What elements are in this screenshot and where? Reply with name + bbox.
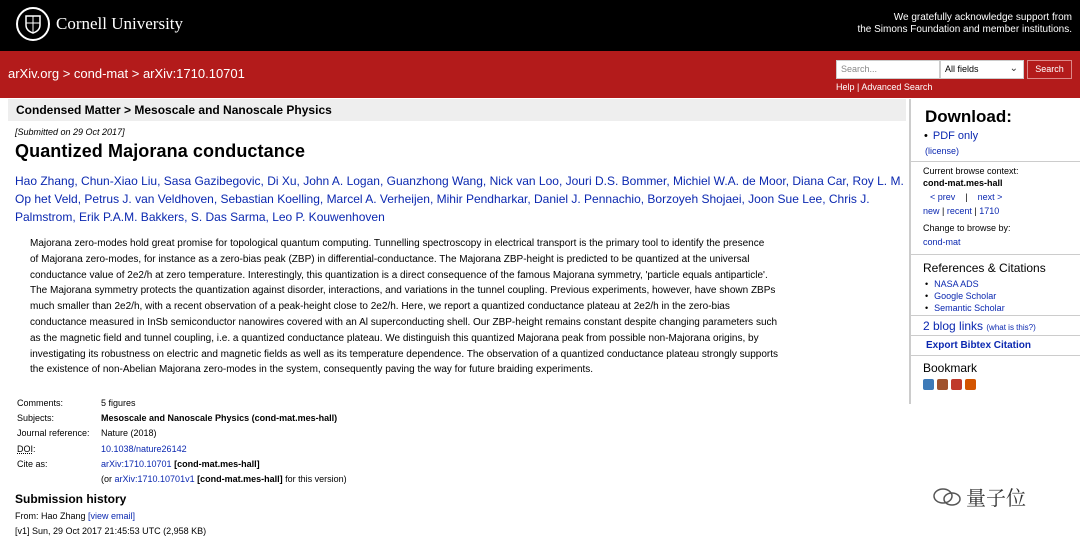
abstract-line: as the magnetic field and tunnel coupling, i.e. a quantized conductance plateau. We distinguish this quantized Majorana peak from possible non-Majorana origins, by	[30, 332, 759, 344]
nasa-ads-link[interactable]: NASA ADS	[934, 279, 979, 289]
export-bibtex-link[interactable]: Export Bibtex Citation	[926, 340, 1032, 351]
author-link[interactable]: Joon Sue Lee	[748, 192, 823, 206]
pdf-item: • PDF only	[924, 130, 979, 142]
semantic-scholar-link[interactable]: Semantic Scholar	[934, 303, 1005, 313]
abstract-line: conductance measured in InSb semiconductor nanowires covered with an Al superconducting shell. Our ZBP-height remains constant despite changing parameters such	[30, 316, 778, 328]
author-link[interactable]: Chun-Xiao Liu	[81, 174, 158, 188]
abstract-line: investigating its robustness on electric and magnetic fields as well as its temperature dependence. The observation of a quantized conductance plateau strongly supports	[30, 348, 779, 360]
download-title: Download:	[925, 107, 1012, 126]
author-list: Hao Zhang, Chun-Xiao Liu, Sasa Gazibegovic, Di Xu, John A. Logan, Guanzhong Wang, Nick van Loo, Jouri D.S. Bommer, Michiel W.A. de Moor, Diana Car, Roy L. M. Op het Veld, Petrus J. van Veldhoven, Sebastian Koelling, Marcel A. Verheijen, Mihir Pendharkar, Daniel J. Pennachio, Borzoyeh Shojaei, Joon Sue Lee, Chris J. Palmstrom, Erik P.A.M. Bakkers, S. Das Sarma, Leo P. Kouwenhoven	[15, 174, 904, 224]
google-scholar-link[interactable]: Google Scholar	[934, 291, 997, 301]
chevron-down-icon: ⌄	[1009, 63, 1018, 74]
author-link[interactable]: Di Xu	[267, 174, 297, 188]
submitter: From: Hao Zhang [view email]	[15, 511, 136, 521]
blog-links	[923, 319, 1036, 333]
category-title: Condensed Matter > Mesoscale and Nanoscale Physics	[16, 103, 332, 117]
comments-row: Comments: 5 figures	[17, 398, 136, 408]
breadcrumb-arxiv[interactable]: arXiv.org	[8, 66, 60, 81]
author-link[interactable]: Hao Zhang	[15, 174, 75, 188]
version-entry: [v1] Sun, 29 Oct 2017 21:45:53 UTC (2,958 KB)	[15, 526, 207, 536]
sciencewise-icon[interactable]	[965, 379, 976, 390]
abstract-line: The Majorana symmetry protects the quantization against disorder, interactions, and variations in the tunnel coupling. Previous experiments, however, have shown ZBPs	[30, 285, 776, 297]
help-links: Help | Advanced Search	[836, 82, 933, 92]
abstract-line: much smaller than 2e2/h, with a recent observation of a peak-height close to 2e2/h. Here, we report a quantized conductance plateau at 2e2/h in the zero-bias	[30, 301, 730, 313]
category-bar	[8, 99, 906, 121]
divider	[911, 335, 1080, 336]
blog-links-link[interactable]: 2 blog links	[923, 319, 984, 333]
author-link[interactable]: Guanzhong Wang	[386, 174, 483, 188]
search-input[interactable]: Search...	[836, 60, 940, 79]
references-list	[925, 278, 1005, 314]
browse-context-label: Current browse context:	[923, 166, 1019, 176]
list-item: • Google Scholar	[925, 291, 997, 301]
list-item: • Semantic Scholar	[925, 303, 1005, 313]
help-link[interactable]: Help	[836, 82, 855, 92]
search-button[interactable]: Search	[1027, 60, 1072, 79]
reddit-icon[interactable]	[951, 379, 962, 390]
submission-date: [Submitted on 29 Oct 2017]	[15, 127, 125, 137]
author-link[interactable]: Mihir Pendharkar	[436, 192, 528, 206]
cite-version-link[interactable]: arXiv:1710.10701v1	[114, 474, 195, 485]
author-link[interactable]: Borzoyeh Shojaei	[647, 192, 742, 206]
submission-history-title: Submission history	[15, 492, 127, 506]
top-bar	[0, 0, 1080, 51]
journal-row: Journal reference: Nature (2018)	[17, 428, 157, 439]
cornell-seal-icon[interactable]	[16, 7, 50, 41]
breadcrumb-paper-id: arXiv:1710.10701	[142, 66, 245, 81]
watermark-text: 量子位	[966, 486, 1026, 510]
license-link[interactable]: (license)	[925, 146, 960, 156]
abstract-line: Majorana zero-modes hold great promise for topological quantum computing. Tunnelling spectroscopy in electrical transport is the primary tool to identify the presence	[30, 238, 765, 249]
author-link[interactable]: Jouri D.S. Bommer	[565, 174, 667, 188]
month-link[interactable]: 1710	[979, 206, 1000, 216]
support-acknowledgement: We gratefully acknowledge support from the Simons Foundation and member institutions.	[857, 12, 1072, 35]
author-link[interactable]: Diana Car	[792, 174, 846, 188]
author-link[interactable]: Petrus J. van Veldhoven	[84, 192, 214, 206]
divider	[911, 161, 1080, 162]
author-link[interactable]: Roy L. M. Op het Veld	[15, 174, 904, 206]
university-name[interactable]: Cornell University	[56, 14, 184, 33]
new-recent-links: new | recent | 1710	[923, 206, 1000, 216]
next-link[interactable]: next >	[977, 192, 1003, 202]
header-bar	[0, 51, 1080, 98]
browse-context-value: cond-mat.mes-hall	[923, 178, 1003, 188]
author-link[interactable]: Nick van Loo	[489, 174, 559, 188]
view-email-link[interactable]: [view email]	[88, 511, 136, 521]
cite-link[interactable]: arXiv:1710.10701	[101, 458, 172, 469]
author-link[interactable]: Daniel J. Pennachio	[534, 192, 641, 206]
sidebar	[909, 99, 1080, 404]
abstract-line: the existence of non-Abelian Majorana zero-modes in the system, consequently paving the way for future braiding experiments.	[30, 364, 594, 376]
breadcrumb-cond-mat[interactable]: cond-mat	[73, 66, 129, 81]
wechat-logo-icon	[932, 487, 962, 507]
bibsonomy-icon[interactable]	[923, 379, 934, 390]
recent-link[interactable]: recent	[946, 206, 972, 216]
divider	[911, 355, 1080, 356]
bookmark-title: Bookmark	[923, 361, 978, 375]
doi-row: DOI: 10.1038/nature26142	[17, 443, 187, 454]
cite-version-row: (or arXiv:1710.10701v1 [cond-mat.mes-hall] for this version)	[101, 474, 347, 485]
what-is-this-link[interactable]: (what is this?)	[986, 323, 1036, 332]
page-title: Quantized Majorana conductance	[15, 141, 306, 161]
author-link[interactable]: Marcel A. Verheijen	[326, 192, 430, 206]
change-browse-label: Change to browse by:	[923, 223, 1011, 233]
breadcrumb: arXiv.org > cond-mat > arXiv:1710.10701	[8, 66, 245, 81]
author-link[interactable]: S. Das Sarma	[190, 210, 266, 224]
divider	[911, 315, 1080, 316]
advanced-search-link[interactable]: Advanced Search	[861, 82, 933, 92]
mendeley-icon[interactable]	[937, 379, 948, 390]
abstract	[30, 236, 875, 378]
author-link[interactable]: Chris J. Palmstrom	[15, 192, 870, 224]
divider	[911, 254, 1080, 255]
bookmark-icons	[923, 379, 976, 390]
author-link[interactable]: Erik P.A.M. Bakkers	[79, 210, 185, 224]
references-title: References & Citations	[923, 261, 1046, 275]
abstract-line: of Majorana zero-modes, for instance as a zero-bias peak (ZBP) in differential-conductance. The Majorana ZBP-height is predicted to be quantized at the universal	[30, 253, 750, 265]
author-link[interactable]: Michiel W.A. de Moor	[673, 174, 786, 188]
cite-row: Cite as: arXiv:1710.10701 [cond-mat.mes-hall]	[17, 458, 260, 469]
change-browse-link[interactable]: cond-mat	[923, 237, 961, 247]
search-field-select[interactable]: All fields ⌄	[940, 60, 1024, 79]
abstract-line: conductance value of 2e2/h at zero temperature. Interestingly, this quantization is a direct consequence of the famous Majorana symmetry, 'particle equals antiparticle'.	[30, 269, 768, 281]
prev-next: < prev | next >	[930, 192, 1003, 202]
new-link[interactable]: new	[923, 206, 940, 216]
author-link[interactable]: Sebastian Koelling	[220, 192, 320, 206]
metadata-table	[17, 396, 347, 487]
subjects-row: Subjects: Mesoscale and Nanoscale Physics (cond-mat.mes-hall)	[17, 413, 338, 424]
list-item: • NASA ADS	[925, 279, 979, 289]
author-link[interactable]: Leo P. Kouwenhoven	[272, 210, 385, 224]
pdf-only-link[interactable]: PDF only	[932, 130, 979, 142]
doi-link[interactable]: 10.1038/nature26142	[101, 443, 187, 454]
author-link[interactable]: Sasa Gazibegovic	[163, 174, 261, 188]
prev-link[interactable]: < prev	[930, 192, 956, 202]
author-link[interactable]: John A. Logan	[303, 174, 380, 188]
